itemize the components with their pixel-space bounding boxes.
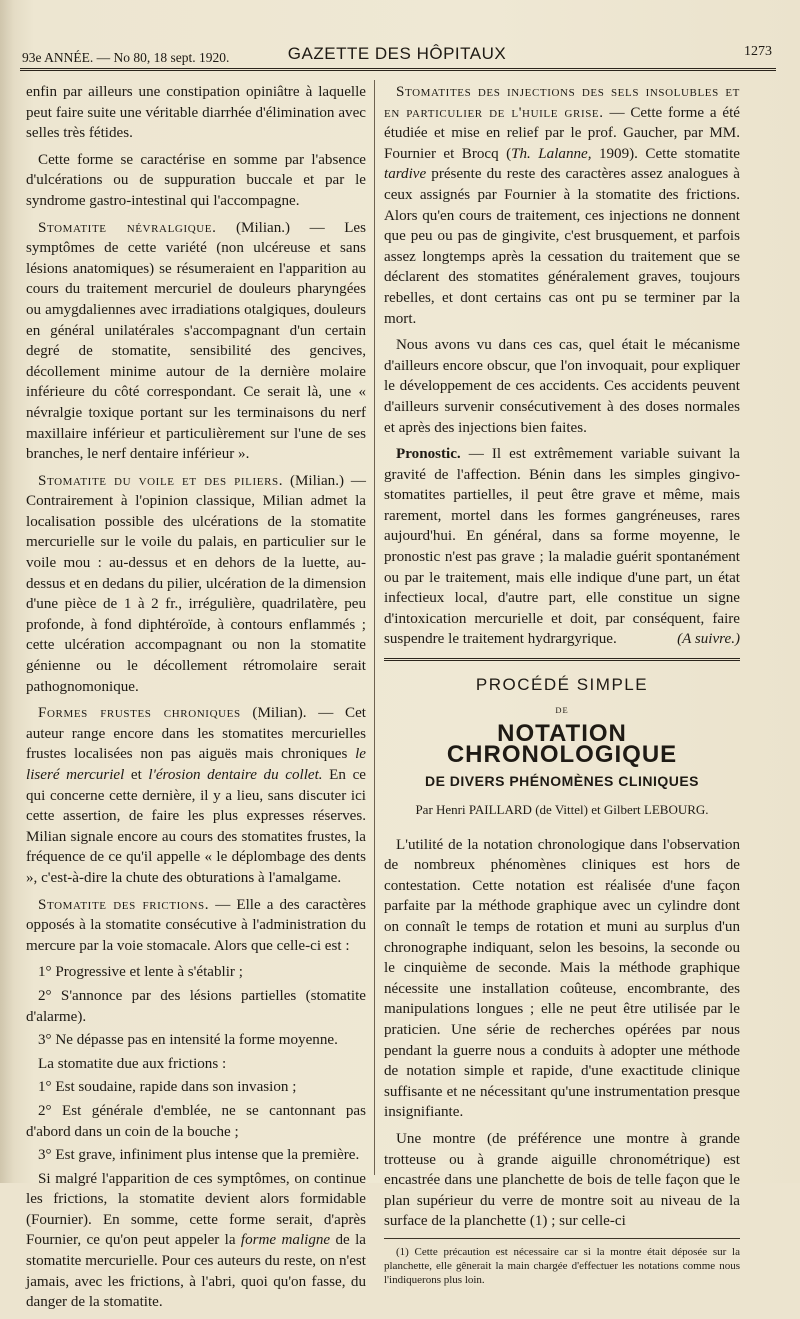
list-item: 3° Ne dépasse pas en intensité la forme moyenne. — [38, 1032, 338, 1049]
section-title: Stomatite névralgique. — [38, 219, 217, 236]
paragraph — [384, 335, 740, 438]
section-pronostic — [384, 444, 740, 650]
right-column — [384, 82, 740, 1293]
section-title: Stomatite du voile et des piliers. — [38, 472, 284, 489]
section-body: (Milian.) — Les symptômes de cette variété (non ulcéreuse et sans lésions anatomiques) se résumeraient en l'apparition au cours du traitement mercuriel de douleurs pharyngées ou amygdaliennes avec irradiations otalgiques, douleurs en général unilatérales s'accompagnant d'un certain degré de stomatite, sensibilité des gencives, décollement minime autour de la dernière molaire inférieure du côté correspondant. Ce serait là, une « névralgie toxique portant sur les terminaisons du nerf maxillaire inférieur et particulièrement sur l'une de ses branches, le nerf dentaire inférieur ». — [26, 219, 366, 463]
section-title: Stomatites des injections des sels insolubles et en particulier de l'huile grise. — [384, 84, 740, 121]
paragraph — [26, 150, 366, 212]
italic-term: le liseré mercuriel — [26, 746, 366, 783]
paragraph-text: enfin par ailleurs une constipation opiniâtre à laquelle peut faire suite une véritable diarrhée d'élimination avec selles très fétides. — [26, 84, 366, 142]
to-be-continued: (A suivre.) — [677, 631, 740, 648]
page-number: 1273 — [744, 44, 772, 59]
footnote: (1) Cette précaution est nécessaire car si la montre était déposée sur la planchette, elle gênerait la main chargée d'effectuer les notations comme nous l'indiquerons plus loin. — [384, 1245, 740, 1286]
journal-title: GAZETTE DES HÔPITAUX — [287, 44, 507, 63]
section-title: Pronostic. — [396, 446, 461, 463]
page-header — [22, 44, 772, 68]
section-body: 1909). Cette stomatite — [591, 145, 740, 162]
section-body: et — [124, 767, 149, 783]
section-body: (Milian). — Cet auteur range encore dans les stomatites mercurielles frustes localisées non pas aiguës mais chroniques — [26, 705, 366, 763]
section-body: En ce qui concerne cette dernière, il y a lieu, sans discuter ici cette assertion, de faire les plus expresses réserves. Milian signale encore au cours des stomatites frustes, la fréquence de ce qu'il appelle « le déplombage des dents », c'est-à-dire la chute des obturations à l'amalgame. — [26, 767, 366, 886]
italic-term: forme maligne — [240, 1232, 331, 1249]
article-connector: DE — [555, 704, 569, 715]
paragraph — [26, 1169, 366, 1313]
paragraph-text: Si malgré l'apparition de ces symptômes, on continue les frictions, la stomatite devient alors formidable (Fournier). En somme, cette forme serait, d'après Fournier, ce qu'on peut appeler la — [26, 1170, 366, 1249]
list-item: 1° Est soudaine, rapide dans son invasion ; — [38, 1079, 297, 1096]
footnote-rule — [384, 1238, 740, 1239]
section-injections — [384, 82, 740, 329]
article-kicker: PROCÉDÉ SIMPLE — [475, 675, 649, 695]
paragraph-text: Cette forme se caractérise en somme par l'absence d'ulcérations ou de suppuration buccale et par le syndrome gastro-intestinal qui l'accompagne. — [26, 151, 366, 209]
section-stomatite-voile — [26, 471, 366, 698]
list-item: 2° Est générale d'emblée, ne se cantonnant pas d'abord dans un coin de la bouche ; — [26, 1102, 366, 1140]
section-stomatite-nevralgique — [26, 218, 366, 465]
article-title: NOTATION CHRONOLOGIQUE — [446, 720, 678, 768]
section-divider — [384, 658, 740, 661]
section-body: — Il est extrêmement variable suivant la gravité de l'affection. Bénin dans les simples gingivo-stomatites partielles, il peut être grave et même, mais rarement, mortel dans les formes gangréneuses, rares aujourd'hui. En général, dans sa forme moyenne, le pronostic n'est pas grave ; la maladie guérit spontanément ou par le traitement, mais elle indique d'une part, un état infectieux local, d'autre part, elle constitue un signe d'intoxication mercurielle et doit, par conséquent, faire suspendre le traitement hydrargyrique. — [384, 446, 740, 648]
section-body: (Milian.) — Contrairement à l'opinion classique, Milian admet la localisation possible des ulcérations de la stomatite mercurielle sur le voile du palais, en particulier sur le voile mou : au-dessus et en dehors de la luette, au-dessus et en dedans du pilier, ulcération de la dimension d'une pièce de 1 à 2 fr., irrégulière, quadrilatère, peu profonde, à fond diphtéroïde, à contours enflammés ; cette ulcération accompagnant ou non la stomatite génienne ou le décollement rétromolaire serait pathognomonique. — [26, 472, 366, 695]
article-authors: Par Henri PAILLARD (de Vittel) et Gilbert LEBOURG. — [415, 802, 709, 817]
list-item: La stomatite due aux frictions : — [38, 1055, 227, 1072]
header-rule — [20, 68, 776, 71]
column-divider — [374, 80, 375, 1175]
section-title: Formes frustes chroniques — [38, 705, 241, 722]
paragraph-text: Une montre (de préférence une montre à grande trotteuse ou à grande aiguille chronométrique) est encastrée dans une planchette de bois de telle façon que le plan supérieur du verre de montre soit au niveau de la surface de la planchette (1) ; sur celle-ci — [384, 1130, 740, 1230]
paragraph-text: L'utilité de la notation chronologique dans l'observation de nombreux phénomènes cliniques est hors de contestation. Cette notation est réalisée d'une façon parfaite par la méthode graphique avec un cylindre dont on connaît le temps de rotation et muni au surplus d'un chronographe indiquant, selon les besoins, la seconde ou le cinquième de seconde. Mais la méthode graphique nécessite une installation coûteuse, encombrante, des manipulations longues ; elle ne peut être utilisée par le praticien. Une série de recherches opérées par nous pendant la guerre nous a conduits à adopter une méthode de notation simple et rapide, d'une exactitude clinique suffisante et ne nécessitant qu'une instrumentation presque insignifiante. — [384, 836, 740, 1121]
italic-term: l'érosion dentaire du collet. — [148, 767, 323, 783]
issue-info: 93e ANNÉE. — No 80, 18 sept. 1920. — [22, 50, 230, 65]
italic-term: Th. Lalanne, — [511, 145, 592, 162]
section-body: — Cette forme a été étudiée et mise en relief par le prof. Gaucher, par MM. Fournier et Brocq ( — [384, 104, 740, 162]
section-body: — Elle a des caractères opposés à la stomatite consécutive à l'administration du mercure par la voie stomacale. Alors que celle-ci est : — [26, 896, 367, 954]
italic-term: tardive — [384, 166, 427, 183]
section-stomatite-frictions — [26, 895, 366, 957]
paragraph-text: de la stomatite mercurielle. Pour ces auteurs du reste, on n'est jamais, avec les frictions, à l'abri, quoi qu'on fasse, du danger de la stomatite. — [26, 1232, 366, 1311]
paragraph — [384, 1129, 740, 1232]
section-title: Stomatite des frictions. — [38, 896, 210, 913]
article-subtitle: DE DIVERS PHÉNOMÈNES CLINIQUES — [424, 773, 700, 790]
list-item: 2° S'annonce par des lésions partielles (stomatite d'alarme). — [26, 987, 366, 1025]
section-formes-frustes — [26, 703, 366, 888]
paragraph-text: Nous avons vu dans ces cas, quel était le mécanisme d'ailleurs encore obscur, que l'on invoquait, pour expliquer le développement de ces accidents. Ces accidents peuvent d'ailleurs survenir consécutivement à des doses normales et après des injections bien faites. — [384, 337, 740, 436]
paragraph — [26, 82, 366, 144]
paragraph — [384, 835, 740, 1123]
left-column — [26, 82, 366, 1319]
list-item: 3° Est grave, infiniment plus intense que la première. — [38, 1147, 360, 1164]
section-body: présente du reste des caractères assez analogues à ceux assignés par Fournier à la stomatite des frictions. Alors qu'en cours de traitement, ces injections ne donnent que peu ou pas de gingivite, c'est brusquement, et parfois assez longtemps après la cessation du traitement que se déclarent des stomatites généralement graves, toujours rebelles, et dont certains cas ont pu se terminer par la mort. — [384, 166, 740, 327]
list-item: 1° Progressive et lente à s'établir ; — [38, 964, 243, 981]
